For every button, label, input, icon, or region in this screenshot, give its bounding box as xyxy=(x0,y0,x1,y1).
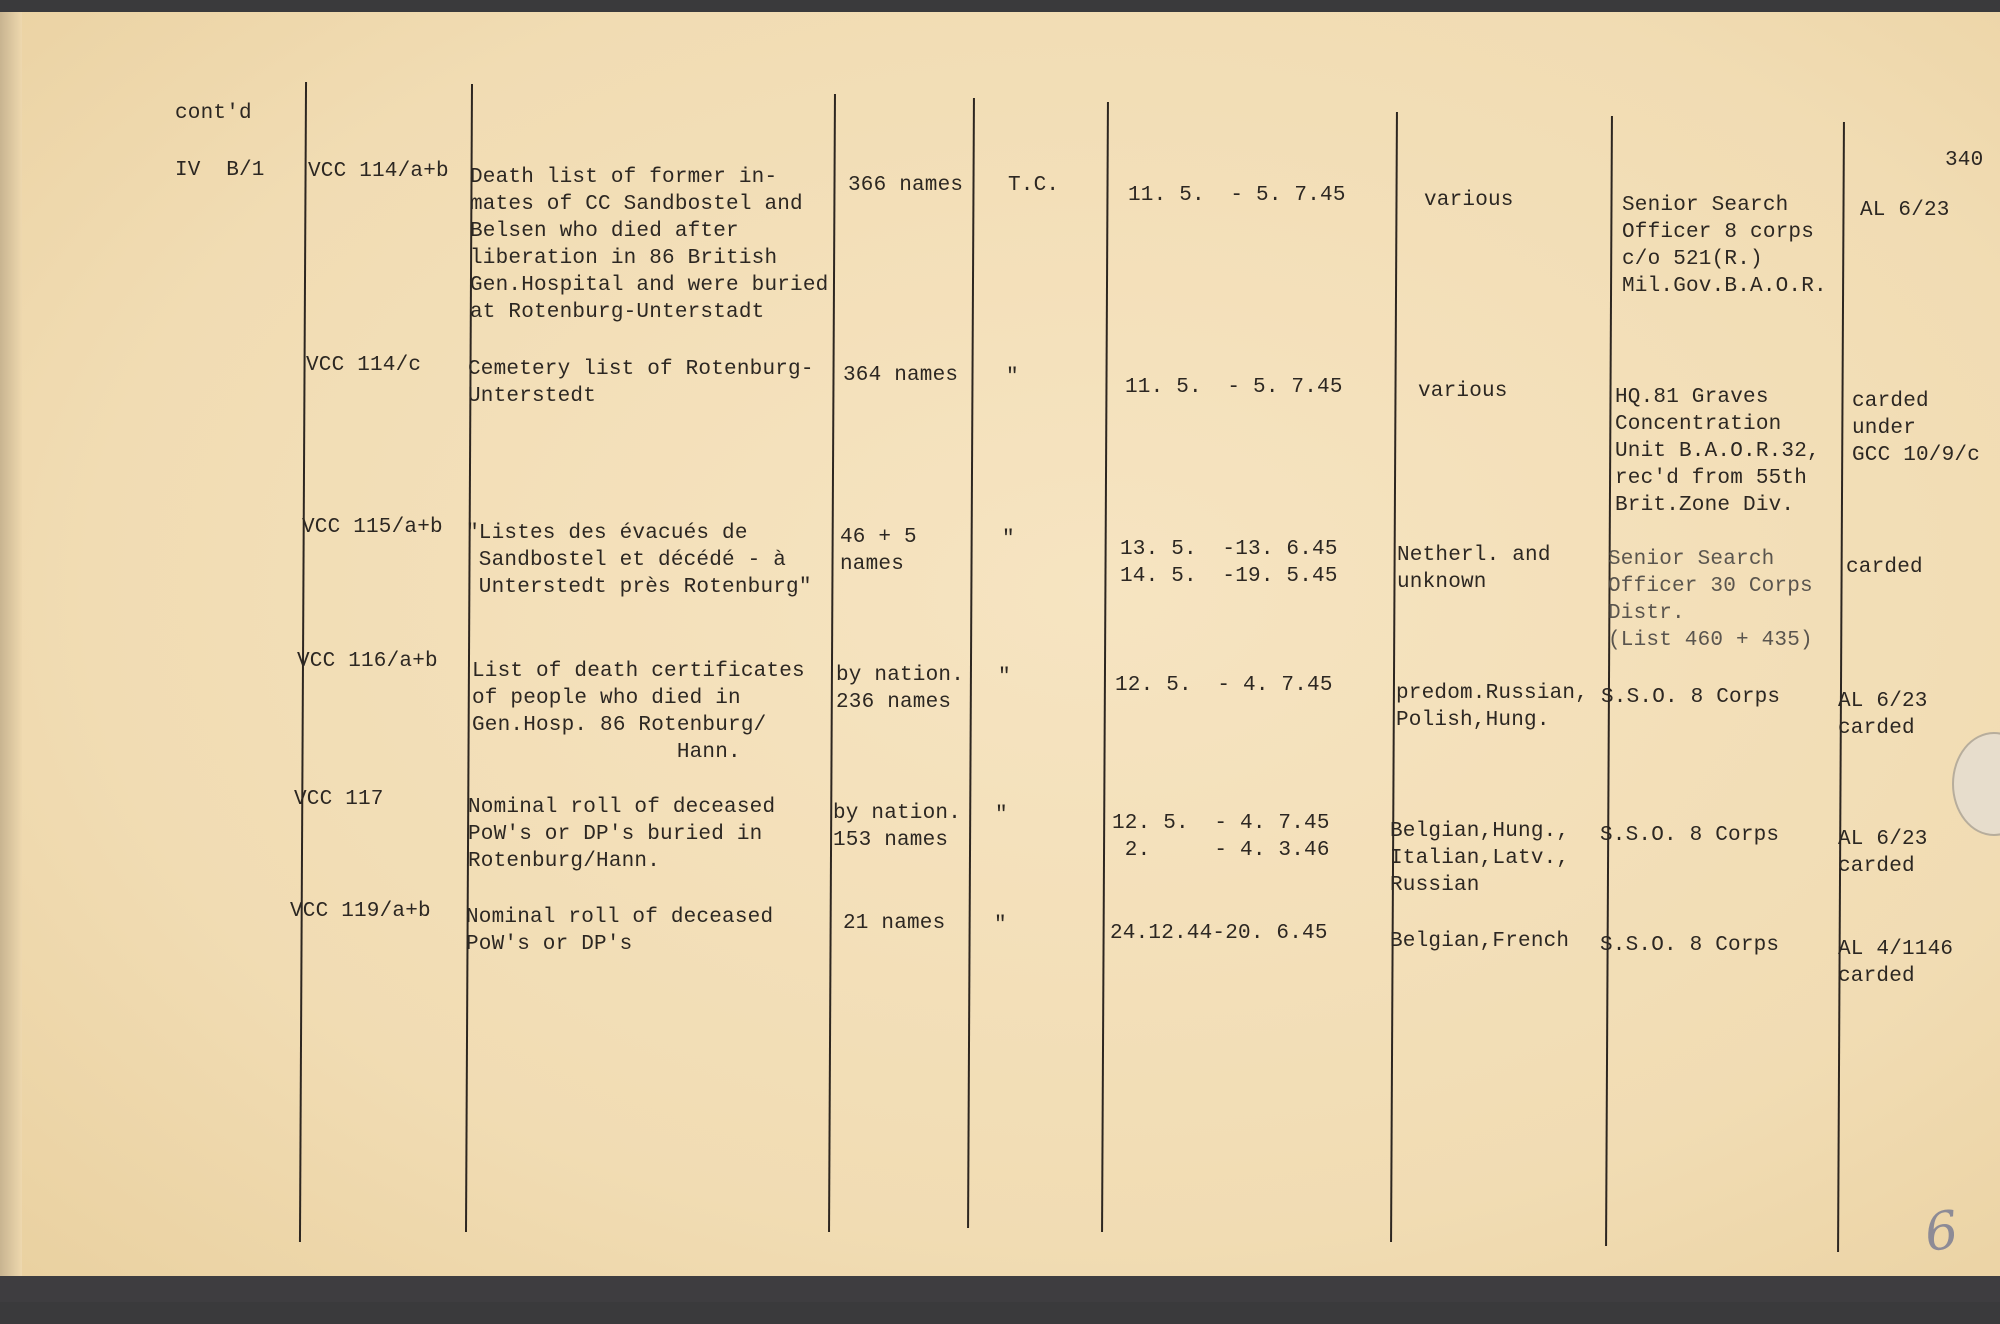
row-description: "Listes des évacués de Sandbostel et décédé - à Unterstedt près Rotenburg" xyxy=(466,522,812,599)
column-rule xyxy=(1101,102,1109,1232)
row-source: S.S.O. 8 Corps xyxy=(1600,824,1780,847)
row-remarks: AL 6/23 carded xyxy=(1838,690,1928,740)
row-source: Senior Search Officer 8 corps c/o 521(R.) Mil.Gov.B.A.O.R. xyxy=(1622,194,1827,298)
row-type: " xyxy=(995,804,1008,827)
row-ref: VCC 117 xyxy=(294,788,384,811)
row-type: T.C. xyxy=(1008,174,1060,197)
row-dates: 24.12.44-20. 6.45 xyxy=(1110,922,1328,945)
row-nationality: Netherl. and unknown xyxy=(1397,544,1551,594)
row-source: HQ.81 Graves Concentration Unit B.A.O.R.32, rec'd from 55th Brit.Zone Div. xyxy=(1615,386,1820,517)
ledger-page xyxy=(0,12,2000,1302)
row-count: 46 + 5 names xyxy=(840,526,917,576)
row-source: S.S.O. 8 Corps xyxy=(1600,934,1780,957)
row-source: Senior Search Officer 30 Corps Distr. (List 460 + 435) xyxy=(1608,548,1813,652)
row-count: 366 names xyxy=(848,174,964,197)
row-count: 364 names xyxy=(843,364,959,387)
row-description: Cemetery list of Rotenburg- Unterstedt xyxy=(468,358,814,408)
row-remarks: AL 6/23 carded xyxy=(1838,828,1928,878)
row-dates: 12. 5. - 4. 7.45 2. - 4. 3.46 xyxy=(1112,812,1330,862)
row-remarks: carded xyxy=(1846,556,1923,579)
row-ref: VCC 119/a+b xyxy=(290,900,431,923)
row-count: by nation. 236 names xyxy=(836,664,965,714)
row-description: List of death certificates of people who died in Gen.Hosp. 86 Rotenburg/ Hann. xyxy=(472,660,805,764)
row-ref: VCC 114/a+b xyxy=(308,160,449,183)
row-description: Nominal roll of deceased PoW's or DP's xyxy=(466,906,774,956)
row-type: " xyxy=(1006,366,1019,389)
page-edge-shadow xyxy=(0,1276,2000,1302)
row-dates: 13. 5. -13. 6.45 14. 5. -19. 5.45 xyxy=(1120,538,1338,588)
row-nationality: various xyxy=(1424,189,1514,212)
row-count: by nation. 153 names xyxy=(833,802,962,852)
row-type: " xyxy=(998,666,1011,689)
row-type: " xyxy=(1002,528,1015,551)
column-rule xyxy=(1390,112,1398,1242)
column-rule xyxy=(828,94,836,1232)
page-tab xyxy=(1952,732,2000,836)
row-type: " xyxy=(994,914,1007,937)
continued-label: cont'd xyxy=(175,102,252,125)
row-ref: VCC 115/a+b xyxy=(302,516,443,539)
row-nationality: predom.Russian, Polish,Hung. xyxy=(1396,682,1589,732)
row-dates: 11. 5. - 5. 7.45 xyxy=(1128,184,1346,207)
row-description: Nominal roll of deceased PoW's or DP's buried in Rotenburg/Hann. xyxy=(468,796,776,873)
column-rule xyxy=(967,98,975,1228)
row-remarks: carded under GCC 10/9/c xyxy=(1852,390,1981,467)
page-number: 340 xyxy=(1945,149,1984,172)
row-nationality: various xyxy=(1418,380,1508,403)
row-dates: 12. 5. - 4. 7.45 xyxy=(1115,674,1333,697)
pencil-note: 6 xyxy=(1920,1199,1963,1265)
section-label: IV B/1 xyxy=(175,159,265,182)
row-remarks: AL 4/1146 carded xyxy=(1838,938,1954,988)
row-source: S.S.O. 8 Corps xyxy=(1601,686,1781,709)
row-nationality: Belgian,Hung., Italian,Latv., Russian xyxy=(1390,820,1570,897)
row-ref: VCC 114/c xyxy=(306,354,422,377)
column-rule xyxy=(1605,116,1613,1246)
row-count: 21 names xyxy=(843,912,946,935)
column-rule xyxy=(1837,122,1845,1252)
row-remarks: AL 6/23 xyxy=(1860,199,1950,222)
row-ref: VCC 116/a+b xyxy=(297,650,438,673)
page-binding xyxy=(0,12,22,1302)
row-description: Death list of former in- mates of CC Sandbostel and Belsen who died after liberation in 86 British Gen.Hospital and were buried at Rotenburg-Unterstadt xyxy=(470,166,829,324)
row-nationality: Belgian,French xyxy=(1390,930,1570,953)
row-dates: 11. 5. - 5. 7.45 xyxy=(1125,376,1343,399)
